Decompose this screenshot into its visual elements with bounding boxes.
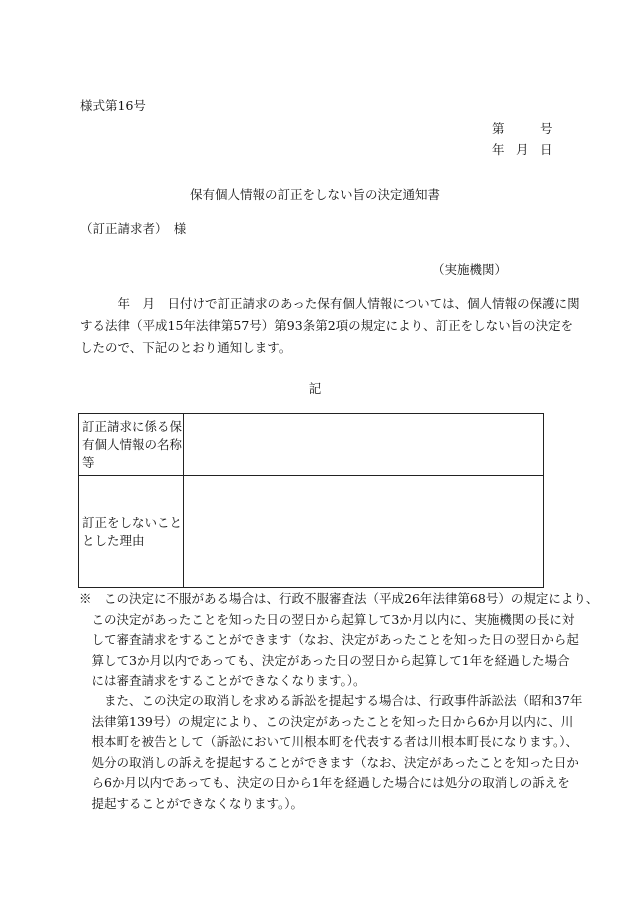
body-line: する法律（平成15年法律第57号）第93条第2項の規定により、訂正をしない旨の決定を xyxy=(80,318,574,333)
date-month: 月 xyxy=(516,142,529,157)
note-line: 法律第139号）の規定により、この決定があったことを知った日から6か月以内に、川 xyxy=(79,713,574,729)
table-label-line: 有個人情報の名称 xyxy=(82,436,183,452)
doc-number-suffix: 号 xyxy=(540,121,553,136)
note-line: ※ この決定に不服がある場合は、行政不服審査法（平成26年法律第68号）の規定により、 xyxy=(79,591,599,606)
document-title: 保有個人情報の訂正をしない旨の決定通知書 xyxy=(189,187,440,202)
table-value-cell xyxy=(184,414,544,476)
table-row xyxy=(79,476,544,588)
note-line: 算して3か月以内であっても、決定があった日の翌日から起算して1年を経過した場合 xyxy=(79,652,570,668)
table-label-cell xyxy=(79,476,184,588)
doc-number-prefix: 第 xyxy=(492,121,505,136)
table-label-line: 訂正請求に係る保 xyxy=(82,418,183,434)
details-table xyxy=(78,413,544,588)
addressee: （訂正請求者） 様 xyxy=(80,221,187,236)
lawsuit-note xyxy=(79,691,582,814)
note-line: また、この決定の取消しを求める訴訟を提起する場合は、行政事件訴訟法（昭和37年 xyxy=(79,693,583,708)
table-label-line: とした理由 xyxy=(82,532,145,548)
body-paragraph xyxy=(80,293,580,359)
note-line: 提起することができなくなります。）。 xyxy=(79,795,304,811)
table-value-cell xyxy=(184,476,544,588)
appeal-note xyxy=(79,589,598,692)
note-line: には審査請求をすることができなくなります。）。 xyxy=(79,673,366,688)
note-line: この決定があったことを知った日の翌日から起算して3か月以内に、実施機関の長に対 xyxy=(79,611,575,627)
table-label-cell xyxy=(79,414,184,476)
issuing-agency: （実施機関） xyxy=(432,262,508,277)
note-line: 処分の取消しの訴えを提起することができます（なお、決定があったことを知った日か xyxy=(79,754,579,770)
date-day: 日 xyxy=(540,142,553,157)
form-number: 様式第16号 xyxy=(80,98,146,113)
table-label-line: 等 xyxy=(82,454,95,470)
ki-heading: 記 xyxy=(308,381,322,396)
body-line: 年 月 日付けで訂正請求のあった保有個人情報については、個人情報の保護に関 xyxy=(80,296,580,311)
body-line: したので、下記のとおり通知します。 xyxy=(80,340,292,355)
note-line: 根本町を被告として（訴訟において川根本町を代表する者は川根本町長になります。）、 xyxy=(79,734,579,749)
note-line: ら6か月以内であっても、決定の日から1年を経過した場合には処分の取消しの訴えを xyxy=(79,775,570,790)
note-line: して審査請求をすることができます（なお、決定があったことを知った日の翌日から起 xyxy=(79,632,579,647)
date-year: 年 xyxy=(492,142,505,157)
table-row xyxy=(79,414,544,476)
table-label-line: 訂正をしないこと xyxy=(82,514,183,530)
